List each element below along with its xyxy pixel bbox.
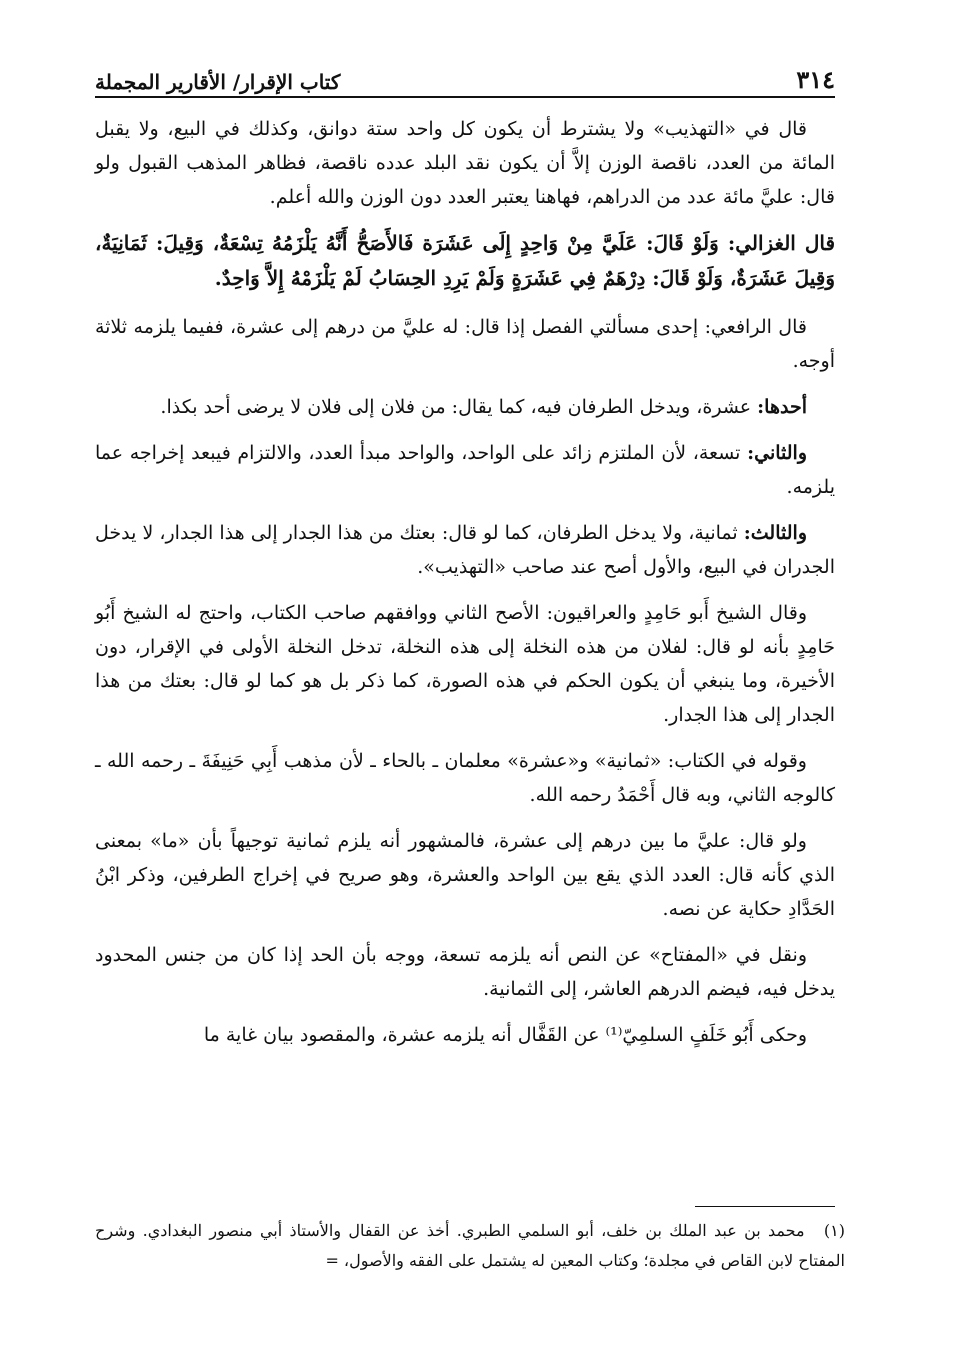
paragraph-lead: والثاني:	[747, 442, 808, 464]
page-header	[95, 52, 835, 92]
footnote-rule	[695, 1206, 835, 1207]
paragraph-text: قال الرافعي: إحدى مسألتي الفصل إذا قال: له عليَّ من درهم إلى عشرة، ففيما يلزمه ثلاثة أوجه.	[95, 316, 835, 372]
paragraph-miftah	[95, 938, 835, 1006]
paragraph-third-view	[95, 516, 835, 584]
paragraph-text: وقوله في الكتاب: «ثمانية» و«عشرة» معلمان ـ بالحاء ـ لأن مذهب أَبِي حَنِيفَةَ ـ رحمه الله ـ كالوجه الثاني، وبه قال أَحْمَدُ رحمه الله.	[95, 750, 835, 806]
paragraph-lead: والثالث:	[743, 522, 807, 544]
main-text	[95, 112, 835, 1064]
paragraph-rafii	[95, 310, 835, 378]
paragraph-ma-bayna	[95, 824, 835, 926]
paragraph-text: عشرة، ويدخل الطرفان فيه، كما يقال: من فلان إلى فلان لا يرضى أحد بكذا.	[160, 396, 752, 418]
paragraph-abu-khalaf	[95, 1018, 835, 1052]
footnotes	[95, 1216, 845, 1276]
paragraph-text: وقال الشيخ أَبو حَامِدٍ والعراقيون: الأصح الثاني ووافقهم صاحب الكتاب، واحتج له الشيخ أَبُو حَامِدٍ بأنه لو قال: لفلان من هذه النخلة إلى هذه النخلة، تدخل النخلة الأولى في الإقرار، دون الأخيرة، وما ينبغي أن يكون الحكم في هذه الصورة، كما ذكر بل هو كما لو قال: بعتك من هذا الجدار إلى هذا الجدار.	[95, 602, 835, 726]
paragraph-ghazali-quote	[95, 226, 835, 296]
paragraph-lead: أحدها:	[757, 396, 807, 418]
running-title: كتاب الإقرار/ الأقارير المجملة	[95, 70, 341, 94]
paragraph-text: تسعة، لأن الملتزم زائد على الواحد، والواحد مبدأ العدد، والالتزام فيبعد إخراجه عما يلزمه.	[95, 442, 835, 498]
paragraph-tahdhib	[95, 112, 835, 214]
paragraph-text: ونقل في «المفتاح» عن النص أنه يلزمه تسعة، ووجه بأن الحد إذا كان من جنس المحدود يدخل فيه، فيضم الدرهم العاشر، إلى الثمانية.	[95, 944, 835, 1000]
footnote-text: محمد بن عبد الملك بن خلف، أبو السلمي الطبري. أخذ عن القفال والأستاذ أبي منصور البغدادي. وشرح المفتاح لابن القاص في مجلدة؛ وكتاب المعين له يشتمل على الفقه والأصول، =	[95, 1221, 845, 1270]
paragraph-text: وَلَوْ قَالَ: عَلَيَّ مِنْ وَاحِدٍ إِلَى عَشَرَة فَالأَصَحُّ أَنَّهُ يَلْزَمُهُ تِسْعَةٌ، وَقِيلَ: ثَمَانِيَةٌ، وَقِيلَ عَشَرَةٌ، وَلَوْ قَالَ: دِرْهَمٌ فِي عَشَرَةٍ وَلَمْ يَرِدِ الحِسَابُ لَمْ يَلْزَمْهُ إِلاَّ وَاحِدٌ.	[95, 231, 835, 290]
paragraph-text: ثمانية، ولا يدخل الطرفان، كما لو قال: بعتك من هذا الجدار إلى هذا الجدار، لا يدخل الجدران في البيع، والأول أصح عند صاحب «التهذيب».	[95, 522, 835, 578]
paragraph-second-view	[95, 436, 835, 504]
page-number: ٣١٤	[796, 65, 835, 94]
paragraph-abu-hanifa	[95, 744, 835, 812]
footnote-number: (١)	[823, 1221, 845, 1240]
paragraph-text: قال في «التهذيب» ولا يشترط أن يكون كل واحد ستة دوانق، وكذلك في البيع، ولا يقبل المائة من العدد، ناقصة الوزن إلاَّ أن يكون نقد البلد عدده ناقصة، فظاهر المذهب القبول ولو قال: عليَّ مائة عدد من الدراهم، فهاهنا يعتبر العدد دون الوزن والله أعلم.	[95, 118, 835, 208]
paragraph-text: وحكى أَبُو خَلَفٍ السلمِيّ⁽¹⁾ عن القَفَّال أنه يلزمه عشرة، والمقصود بيان غاية ما	[203, 1024, 807, 1046]
header-rule	[95, 96, 835, 98]
paragraph-lead: قال الغزالي:	[727, 231, 836, 255]
paragraph-abu-hamid	[95, 596, 835, 732]
paragraph-text: ولو قال: عليَّ ما بين درهم إلى عشرة، فالمشهور أنه يلزم ثمانية توجيهاً بأن «ما» بمعنى الذي كأنه قال: العدد الذي يقع بين الواحد والعشرة، وهو صريح في إخراج الطرفين، وذكر ابْنُ الحَدَّادِ حكاية عن نصه.	[95, 830, 835, 920]
paragraph-first-view	[95, 390, 835, 424]
